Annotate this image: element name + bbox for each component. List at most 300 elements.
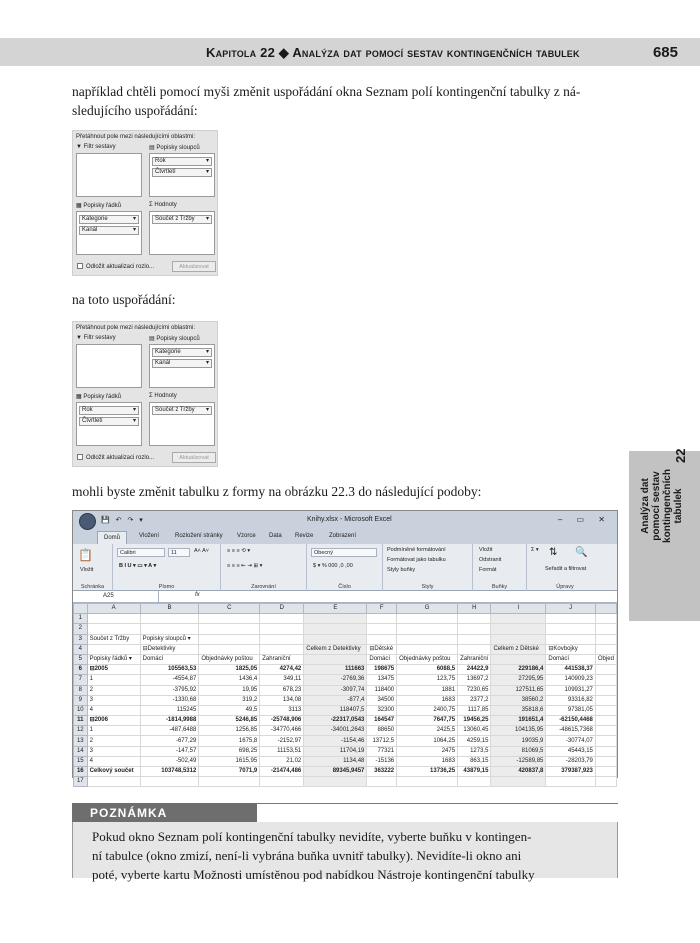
grid-cell[interactable] [260,624,304,634]
row-header[interactable]: 12 [74,726,88,736]
grid-cell[interactable]: 7230,65 [458,685,491,695]
grid-cell[interactable]: 379387,923 [546,767,596,777]
row-field-item[interactable]: Čtvrtletí ▾ [79,417,139,426]
grid-cell[interactable]: 118407,5 [304,705,367,715]
ribbon-tabs [73,531,617,544]
grid-cell[interactable] [458,634,491,644]
grid-cell[interactable] [397,624,458,634]
column-labels-area[interactable] [149,153,215,197]
table-row [74,746,617,756]
grid-cell[interactable]: 1675,8 [199,736,260,746]
grid-cell[interactable] [304,614,367,624]
report-filter-area[interactable] [76,153,142,197]
grid-cell[interactable] [397,614,458,624]
row-header[interactable]: 16 [74,767,88,777]
grid-cell[interactable] [546,777,596,787]
column-header[interactable]: F [367,604,397,614]
excel-window [72,510,618,785]
grid-cell[interactable] [595,726,616,736]
grid-cell[interactable]: 104135,95 [491,726,546,736]
column-header[interactable]: H [458,604,491,614]
grid-cell[interactable]: -48615,7368 [546,726,596,736]
fx-icon[interactable]: fx [195,592,200,598]
grid-cell[interactable]: 105563,53 [140,665,199,675]
grid-cell[interactable] [260,634,304,644]
grid-cell[interactable] [595,716,616,726]
grid-cell[interactable]: -2769,36 [304,675,367,685]
group-font [113,544,221,591]
grid-cell[interactable]: -25748,906 [260,716,304,726]
grid-cell[interactable] [595,624,616,634]
paste-button[interactable]: Vložit [80,567,94,573]
grid-cell[interactable]: -487,6488 [140,726,199,736]
grid-cell[interactable]: 4 [87,705,140,715]
grid-cell[interactable] [397,777,458,787]
row-header[interactable]: 6 [74,665,88,675]
grid-cell[interactable] [397,644,458,654]
grid-cell[interactable] [87,624,140,634]
grid-cell[interactable]: 319,2 [199,695,260,705]
column-header[interactable]: C [199,604,260,614]
row-labels-area[interactable] [76,211,142,255]
grid-cell[interactable]: -1154,46 [304,736,367,746]
grid-cell[interactable]: -28203,79 [546,756,596,766]
chapter-title: Kapitola 22 ◆ Analýza dat pomocí sestav kontingenčních tabulek [206,45,580,60]
grid-cell[interactable]: 43879,15 [458,767,491,777]
grid-cell[interactable]: -15136 [367,756,397,766]
grid-cell[interactable]: 1117,85 [458,705,491,715]
grid-cell[interactable]: -12589,85 [491,756,546,766]
grid-cell[interactable]: 19456,25 [458,716,491,726]
grid-cell[interactable]: 19035,9 [491,736,546,746]
grid-cell[interactable] [546,634,596,644]
column-labels-area[interactable] [149,344,215,388]
grid-cell[interactable]: Celkem z Detektivky [304,644,367,654]
row-labels-label: ▦ Popisky řádků [76,203,122,209]
grid-cell[interactable] [595,746,616,756]
grid-cell[interactable] [491,634,546,644]
rows-icon: ▦ [76,394,84,400]
grid-cell[interactable]: 4259,15 [458,736,491,746]
grid-cell[interactable]: 123,75 [397,675,458,685]
grid-cell[interactable] [199,634,260,644]
format-cells-button[interactable]: Formát [479,567,497,573]
values-area[interactable] [149,211,215,255]
grid-cell[interactable] [367,624,397,634]
grid-cell[interactable]: 3 [87,746,140,756]
grid-cell[interactable]: -34001,2643 [304,726,367,736]
grid-cell[interactable]: 229186,4 [491,665,546,675]
grid-cell[interactable]: 2377,2 [458,695,491,705]
grid-cell[interactable] [546,614,596,624]
grid-cell[interactable]: 3113 [260,705,304,715]
grid-cell[interactable]: Domácí [140,654,199,664]
grid-cell[interactable]: 1683 [397,756,458,766]
grid-cell[interactable] [458,624,491,634]
grid-cell[interactable]: 1436,4 [199,675,260,685]
grid-cell[interactable]: -677,29 [140,736,199,746]
grid-cell[interactable] [491,614,546,624]
grid-cell[interactable]: 191651,4 [491,716,546,726]
grid-cell[interactable] [595,777,616,787]
grid-cell[interactable]: -877,4 [304,695,367,705]
justify-icons[interactable]: ≡ ≡ ≡ ⇤ ⇥ ⊞ ▾ [227,563,263,569]
tab-home[interactable]: Domů [97,531,127,544]
delete-cells-button[interactable]: Odstranit [479,557,502,563]
grid-cell[interactable]: 111663 [304,665,367,675]
grid-cell[interactable]: Popisky řádků ▾ [87,654,140,664]
grid-cell[interactable]: 13736,25 [397,767,458,777]
table-row [74,756,617,766]
grid-cell[interactable]: 198675 [367,665,397,675]
grid-cell[interactable]: 863,15 [458,756,491,766]
grid-cell[interactable] [595,756,616,766]
grid-cell[interactable]: -3097,74 [304,685,367,695]
grid-cell[interactable]: 164547 [367,716,397,726]
grid-cell[interactable]: 19,95 [199,685,260,695]
grid-cell[interactable]: 2425,5 [397,726,458,736]
number-icons[interactable]: $ ▾ % 000 ,0 ,00 [313,563,353,569]
row-header[interactable]: 1 [74,614,88,624]
grid-cell[interactable] [458,644,491,654]
grid-cell[interactable]: 3 [87,695,140,705]
column-header[interactable]: A [87,604,140,614]
field-list-panel-after [72,321,218,467]
grid-cell[interactable]: Objed [595,654,616,664]
grid-cell[interactable]: Celkový součet [87,767,140,777]
grid-cell[interactable]: 6088,5 [397,665,458,675]
window-title: Knihy.xlsx - Microsoft Excel [307,516,392,523]
grid-cell[interactable] [595,695,616,705]
grid-cell[interactable]: 2 [87,685,140,695]
value-field-item[interactable]: Součet z Tržby ▾ [152,215,212,224]
grid-cell[interactable]: 2 [87,736,140,746]
defer-update-checkbox[interactable] [77,454,83,460]
sort-icon[interactable]: ⇅ [549,547,558,558]
grid-cell[interactable]: 5246,85 [199,716,260,726]
filter-icon: ▼ [76,335,84,341]
report-filter-area[interactable] [76,344,142,388]
font-name-select[interactable]: Calibri [117,548,165,557]
cell-styles-button[interactable]: Styly buňky [387,567,416,573]
grid-cell[interactable]: 35818,6 [491,705,546,715]
tab-insert[interactable]: Vložení [139,533,160,539]
grid-cell[interactable]: -1330,68 [140,695,199,705]
group-styles [383,544,473,591]
grid-cell[interactable] [595,644,616,654]
grid-cell[interactable] [260,777,304,787]
grid-cell[interactable]: 81069,5 [491,746,546,756]
grid-cell[interactable]: 678,23 [260,685,304,695]
quick-access-toolbar[interactable]: 💾 ↶ ↷ ▾ [101,517,145,524]
row-field-item[interactable]: Kanál ▾ [79,226,139,235]
row-labels-area[interactable] [76,402,142,446]
number-format-select[interactable]: Obecný [311,548,377,557]
grid-cell[interactable] [595,614,616,624]
tab-review[interactable]: Revize [295,533,314,539]
grid-cell[interactable]: 363222 [367,767,397,777]
grid-cell[interactable]: Součet z Tržby [87,634,140,644]
tab-view[interactable]: Zobrazení [329,533,357,539]
grid-cell[interactable]: 103748,5312 [140,767,199,777]
grid-cell[interactable] [491,654,546,664]
grid-cell[interactable]: 140909,23 [546,675,596,685]
values-area[interactable] [149,402,215,446]
grid-cell[interactable]: 32300 [367,705,397,715]
grid-cell[interactable]: Objednávky poštou [397,654,458,664]
grid-cell[interactable]: 11153,51 [260,746,304,756]
grid-cell[interactable]: 2400,75 [397,705,458,715]
insert-cells-button[interactable]: Vložit [479,547,493,553]
column-field-item[interactable]: Čtvrtletí ▾ [152,168,212,177]
row-header[interactable]: 8 [74,685,88,695]
grid-cell[interactable] [367,614,397,624]
grid-cell[interactable]: 1825,05 [199,665,260,675]
grid-cell[interactable] [140,624,199,634]
grid-cell[interactable]: 77321 [367,746,397,756]
grid-cell[interactable]: Domácí [367,654,397,664]
grid-cell[interactable]: -2152,97 [260,736,304,746]
grid-cell[interactable]: 1615,95 [199,756,260,766]
grid-cell[interactable]: 698,25 [199,746,260,756]
table-row [74,614,617,624]
grid-cell[interactable]: Celkem z Dětské [491,644,546,654]
grid-cell[interactable]: -30774,07 [546,736,596,746]
column-header[interactable]: D [260,604,304,614]
sigma-icon: Σ [149,393,155,399]
grid-cell[interactable] [140,614,199,624]
grid-cell[interactable]: 1 [87,726,140,736]
grid-cell[interactable] [595,767,616,777]
conditional-format-button[interactable]: Podmíněné formátování [387,547,446,553]
table-row [74,705,617,715]
grid-cell[interactable]: 89345,9457 [304,767,367,777]
grid-cell[interactable]: ⊟2005 [87,665,140,675]
grid-cell[interactable]: 38560,2 [491,695,546,705]
grid-cell[interactable]: -502,49 [140,756,199,766]
grid-cell[interactable]: -4554,87 [140,675,199,685]
group-label: Schránka [80,584,105,590]
defer-update-label: Odložit aktualizaci rozlo... [86,264,155,270]
grid-cell[interactable] [458,777,491,787]
ribbon [73,544,617,591]
grid-cell[interactable] [304,624,367,634]
format-as-table-button[interactable]: Formátovat jako tabulku [387,557,446,563]
grid-cell[interactable]: -21474,486 [260,767,304,777]
grid-cell[interactable] [397,634,458,644]
window-controls[interactable]: – ▭ ✕ [557,515,611,524]
grid-cell[interactable]: -3795,92 [140,685,199,695]
grid-cell[interactable]: -22317,0543 [304,716,367,726]
column-header[interactable]: B [140,604,199,614]
update-button[interactable]: Aktualizovat [172,452,216,463]
grid-cell[interactable] [87,614,140,624]
grid-cell[interactable] [199,777,260,787]
paste-icon[interactable]: 📋 [78,548,93,562]
grid-cell[interactable]: 45443,15 [546,746,596,756]
grid-cell[interactable]: 1273,5 [458,746,491,756]
grid-cell[interactable]: 13475 [367,675,397,685]
paragraph-third: mohli byste změnit tabulku z formy na obrázku 22.3 do následující podoby: [72,484,482,499]
grid-cell[interactable]: ⊟Detektivky [140,644,199,654]
grid-cell[interactable]: 134,08 [260,695,304,705]
tab-formulas[interactable]: Vzorce [237,533,256,539]
grid-cell[interactable]: 7071,9 [199,767,260,777]
office-button-icon[interactable] [79,513,96,530]
grid-cell[interactable]: -62150,4468 [546,716,596,726]
grid-cell[interactable]: 118400 [367,685,397,695]
paragraph-second: na toto uspořádání: [72,292,176,307]
grid-cell[interactable] [140,777,199,787]
row-header[interactable]: 4 [74,644,88,654]
grid-cell[interactable]: 13060,45 [458,726,491,736]
row-header[interactable]: 15 [74,756,88,766]
grid-cell[interactable]: Zahraniční [458,654,491,664]
grid-cell[interactable]: 1881 [397,685,458,695]
grid-cell[interactable]: ⊟2006 [87,716,140,726]
grid-cell[interactable]: 1134,48 [304,756,367,766]
row-header[interactable]: 9 [74,695,88,705]
grid-cell[interactable]: 127511,65 [491,685,546,695]
grid-cell[interactable] [595,685,616,695]
grid-cell[interactable]: 4 [87,756,140,766]
grid-cell[interactable]: 349,11 [260,675,304,685]
row-header[interactable]: 3 [74,634,88,644]
row-header[interactable]: 10 [74,705,88,715]
column-labels-label: ▤ Popisky sloupců [149,145,200,151]
grid-cell[interactable]: ⊟Dětské [367,644,397,654]
column-header[interactable]: J [546,604,596,614]
grid-cell[interactable]: 27295,95 [491,675,546,685]
column-field-item[interactable]: Rok ▾ [152,157,212,166]
grid-cell[interactable]: 13712,5 [367,736,397,746]
grid-cell[interactable] [199,644,260,654]
grid-cell[interactable] [595,634,616,644]
column-field-item[interactable]: Kategorie ▾ [152,348,212,357]
grid-cell[interactable]: 1064,25 [397,736,458,746]
grid-cell[interactable]: 49,5 [199,705,260,715]
row-header[interactable]: 2 [74,624,88,634]
grid-cell[interactable]: 441538,37 [546,665,596,675]
grid-cell[interactable] [595,705,616,715]
grid-cell[interactable] [87,777,140,787]
grid-cell[interactable] [595,736,616,746]
grid-cell[interactable]: 11704,19 [304,746,367,756]
font-grow-icon[interactable]: A˄ A˅ [194,548,209,554]
column-header[interactable]: I [491,604,546,614]
grid-cell[interactable]: 2475 [397,746,458,756]
grid-cell[interactable] [491,624,546,634]
defer-update-checkbox[interactable] [77,263,83,269]
grid-cell[interactable]: 13697,2 [458,675,491,685]
grid-cell[interactable]: Popisky sloupců ▾ [140,634,199,644]
grid-cell[interactable] [199,624,260,634]
paragraph-intro [72,82,622,120]
group-number [307,544,383,591]
grid-cell[interactable]: 4274,42 [260,665,304,675]
column-header[interactable] [595,604,616,614]
grid-cell[interactable]: Domácí [546,654,596,664]
grid-cell[interactable] [260,614,304,624]
values-label: Σ Hodnoty [149,202,177,208]
column-header[interactable]: G [397,604,458,614]
sum-icon[interactable]: Σ ▾ [531,547,539,553]
grid-cell[interactable]: Zahraniční [260,654,304,664]
grid-cell[interactable]: 115245 [140,705,199,715]
bold-italic-underline[interactable]: B I U ▾ ▭ ▾ A ▾ [119,563,157,569]
grid-cell[interactable] [87,644,140,654]
table-row [74,695,617,705]
grid-cell[interactable] [458,614,491,624]
value-field-item[interactable]: Součet z Tržby ▾ [152,406,212,415]
row-field-item[interactable]: Kategorie ▾ [79,215,139,224]
row-header[interactable]: 17 [74,777,88,787]
grid-cell[interactable] [367,777,397,787]
update-button[interactable]: Aktualizovat [172,261,216,272]
font-size-select[interactable]: 11 [168,548,190,557]
grid-cell[interactable]: ⊟Kovbojky [546,644,596,654]
grid-cell[interactable]: 34500 [367,695,397,705]
grid-cell[interactable]: 93316,82 [546,695,596,705]
grid-cell[interactable] [595,675,616,685]
grid-cell[interactable]: 1 [87,675,140,685]
find-icon[interactable]: 🔍 [575,547,588,558]
grid-cell[interactable]: 7647,75 [397,716,458,726]
grid-cell[interactable] [367,634,397,644]
grid-cell[interactable] [304,777,367,787]
note-label: POZNÁMKA [90,806,168,820]
grid-cell[interactable]: Objednávky poštou [199,654,260,664]
grid-cell[interactable]: 1683 [397,695,458,705]
drag-hint: Přetáhnout pole mezi následujícími oblastmi: [76,134,196,140]
tab-data[interactable]: Data [269,533,282,539]
column-header[interactable] [74,604,88,614]
grid-cell[interactable] [491,777,546,787]
grid-cell[interactable]: 109931,27 [546,685,596,695]
grid-cell[interactable] [304,654,367,664]
grid-cell[interactable]: -147,57 [140,746,199,756]
name-box[interactable]: A25 [73,591,159,602]
grid-cell[interactable]: 24422,9 [458,665,491,675]
grid-cell[interactable]: -1814,9988 [140,716,199,726]
sort-filter-button[interactable]: Seřadit a filtrovat [545,566,587,572]
row-header[interactable]: 11 [74,716,88,726]
grid-cell[interactable] [199,614,260,624]
row-field-item[interactable]: Rok ▾ [79,406,139,415]
grid-cell[interactable]: 21,02 [260,756,304,766]
column-field-item[interactable]: Kanál ▾ [152,359,212,368]
defer-update-label: Odložit aktualizaci rozlo... [86,455,155,461]
grid-cell[interactable] [260,644,304,654]
grid-cell[interactable]: -34770,466 [260,726,304,736]
row-header[interactable]: 5 [74,654,88,664]
grid-cell[interactable]: 1256,85 [199,726,260,736]
alignment-icons[interactable]: ≡ ≡ ≡ ⟲ ▾ [227,548,251,554]
row-header[interactable]: 7 [74,675,88,685]
grid-cell[interactable]: 420837,8 [491,767,546,777]
grid-cell[interactable] [546,624,596,634]
grid-cell[interactable]: 97381,05 [546,705,596,715]
grid-cell[interactable]: 88650 [367,726,397,736]
grid-cell[interactable] [304,634,367,644]
chapter-thumb-tab [629,448,700,621]
row-header[interactable]: 13 [74,736,88,746]
tab-page-layout[interactable]: Rozložení stránky [175,533,223,539]
row-header[interactable]: 14 [74,746,88,756]
spreadsheet-grid[interactable] [73,603,617,787]
column-header[interactable]: E [304,604,367,614]
grid-cell[interactable] [595,665,616,675]
